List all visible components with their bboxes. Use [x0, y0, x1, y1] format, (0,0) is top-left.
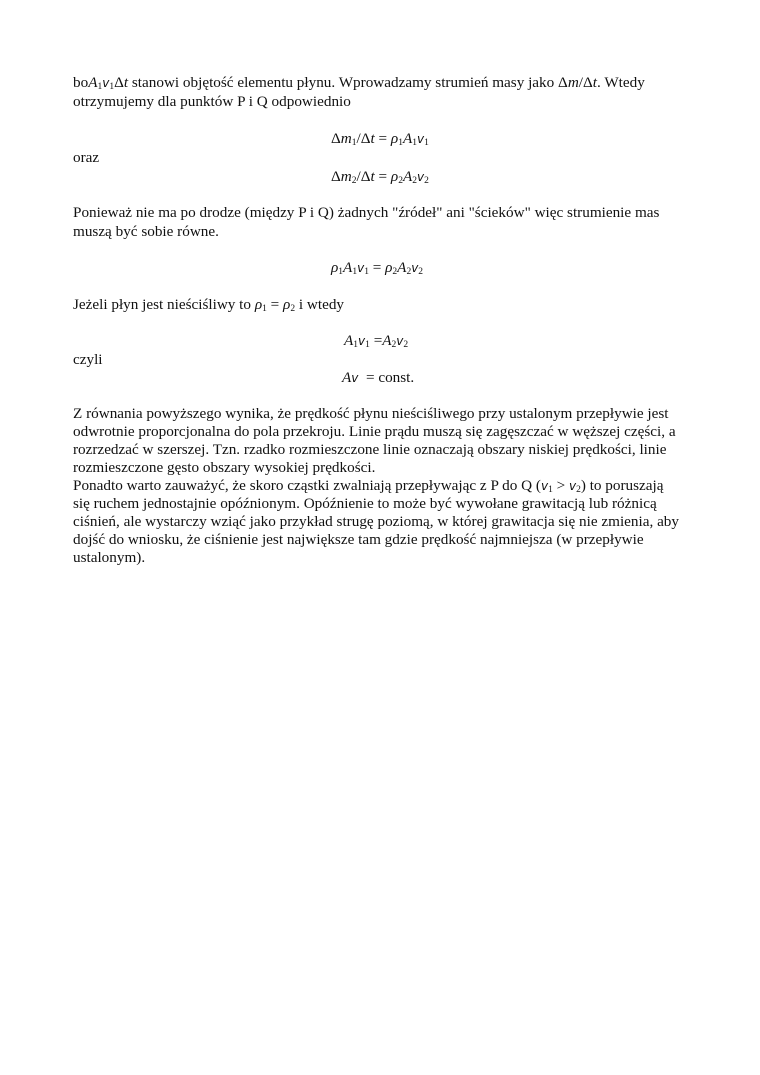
para4-line2: odwrotnie proporcjonalna do pola przekroju. Linie prądu muszą się zagęszczać w węższej części, a — [73, 423, 676, 440]
para2-line2: muszą być sobie równe. — [73, 223, 219, 240]
para5-line2: się ruchem jednostajnie opóźnionym. Opóźnienie to może być wywołane grawitacją lub różnicą — [73, 495, 657, 512]
equation-2: $\Delta m_2/\Delta t = \rho_2A_2v_2$ — [331, 168, 429, 186]
equation-4: $A_1v_1 =A_2v_2$ — [344, 332, 409, 350]
para5-line5: ustalonym). — [73, 549, 146, 566]
para4-line1: Z równania powyższego wynika, że prędkość płynu nieściśliwego przy ustalonym przepływie jest — [73, 405, 669, 422]
text: i wtedy — [295, 296, 345, 313]
para4-line3: rozrzedzać w szerszej. Tzn. rzadko rozmieszczone linie oznaczają obszary niskiej prędkości, linie — [73, 441, 667, 458]
para3-line: Jeżeli płyn jest nieściśliwy to $\rho_1 = \rho_2$ i wtedy — [73, 296, 345, 314]
text: bo — [73, 74, 89, 91]
para5-line1: Ponadto warto zauważyć, że skoro cząstki zwalniają przepływając z P do Q $(v_1 > v_2)$ to poruszają — [73, 477, 664, 495]
czyli-text: czyli — [73, 351, 103, 368]
text: . Wtedy — [597, 74, 645, 91]
para5-line3: ciśnień, ale wystarczy wziąć jako przykład strugę poziomą, w której grawitacja się nie zmienia, aby — [73, 513, 679, 530]
text: Ponadto warto zauważyć, że skoro cząstki zwalniają przepływając z P do Q ( — [73, 477, 541, 494]
oraz-text: oraz — [73, 149, 100, 166]
text: Jeżeli płyn jest nieściśliwy to — [73, 296, 255, 313]
text: ) to poruszają — [580, 477, 664, 494]
equation-5: Av = const. — [342, 369, 415, 386]
equation-1: $\Delta m_1/\Delta t = \rho_1A_1v_1$ — [331, 130, 429, 148]
para1-line2: otrzymujemy dla punktów P i Q odpowiednio — [73, 93, 351, 110]
para2-line1: Ponieważ nie ma po drodze (między P i Q) żadnych "źródeł" ani "ścieków" więc strumienie mas — [73, 204, 660, 221]
equation-3: $\rho_1A_1v_1 = \rho_2A_2v_2$ — [331, 259, 424, 277]
text: stanowi objętość elementu płynu. Wprowadzamy strumień masy jako — [128, 74, 559, 91]
para5-line4: dojść do wniosku, że ciśnienie jest największe tam gdzie prędkość najmniejsza (w przepływie — [73, 531, 644, 548]
para4-line4: rozmieszczone gęsto obszary wysokiej prędkości. — [73, 459, 376, 476]
para1-line1: $boA_1v_1\Delta t$ stanowi objętość elementu płynu. Wprowadzamy strumień masy jako Δm/Δt. Wtedy — [73, 74, 645, 92]
